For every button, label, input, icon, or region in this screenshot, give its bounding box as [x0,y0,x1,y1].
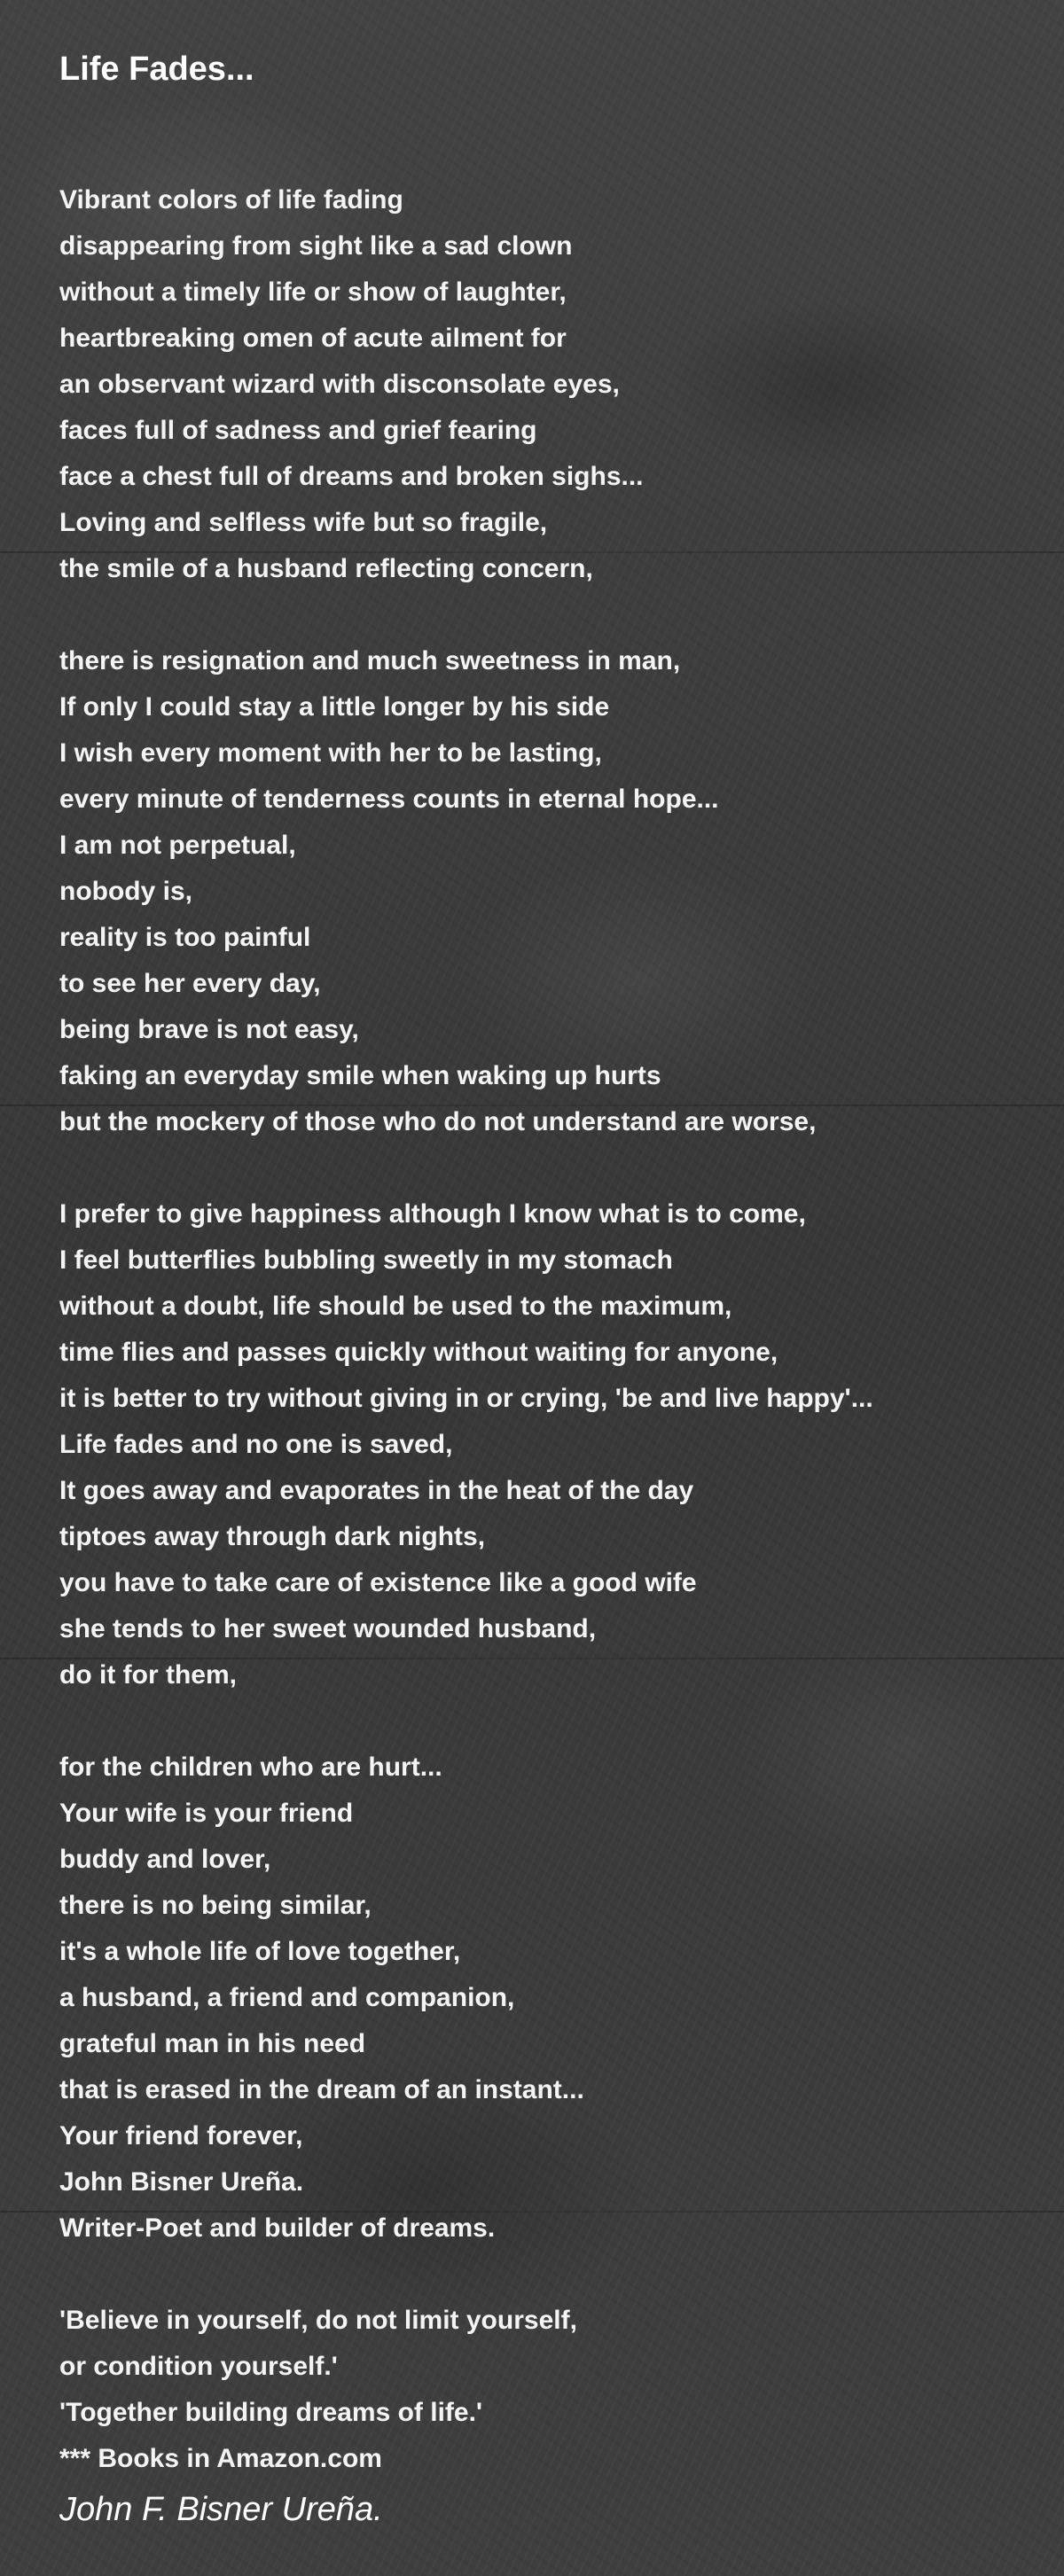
poem-content [59,44,1035,2482]
poem-line: Writer-Poet and builder of dreams. [59,2213,496,2243]
poem-line: it is better to try without giving in or crying, 'be and live happy'... [59,1384,873,1413]
poem-author: John F. Bisner Ureña. [59,2491,383,2528]
poem-line: you have to take care of existence like a good wife [59,1568,697,1597]
poem-line: If only I could stay a little longer by his side [59,692,610,722]
stanza-break [59,592,1035,638]
poem-line: buddy and lover, [59,1845,271,1874]
poem-line: Loving and selfless wife but so fragile, [59,508,548,537]
poem-title: Life Fades... [59,51,254,88]
poem-line: without a timely life or show of laughter, [59,277,567,307]
stanza-break [59,2252,1035,2298]
poem-line: Life fades and no one is saved, [59,1430,453,1459]
poem-line: grateful man in his need [59,2029,366,2058]
poem-line: to see her every day, [59,969,321,998]
poem-line: do it for them, [59,1660,237,1690]
poem-line: or condition yourself.' [59,2352,338,2381]
poem-line: I wish every moment with her to be lasting, [59,738,602,768]
poem-line: there is resignation and much sweetness in man, [59,646,681,675]
poem-line: without a doubt, life should be used to the maximum, [59,1292,732,1321]
poem-line: she tends to her sweet wounded husband, [59,1614,597,1643]
poem-line: heartbreaking omen of acute ailment for [59,324,567,353]
poem-line: I feel butterflies bubbling sweetly in my stomach [59,1245,673,1275]
poem-line: I prefer to give happiness although I know what is to come, [59,1199,806,1229]
poem-line: Your friend forever, [59,2121,303,2151]
poem-line: *** Books in Amazon.com [59,2444,382,2473]
poem-line: 'Believe in yourself, do not limit yourself, [59,2306,577,2335]
stanza-break [59,1698,1035,1745]
poem-line: nobody is, [59,877,192,906]
poem-line: face a chest full of dreams and broken sighs... [59,462,644,491]
poem-line: John Bisner Ureña. [59,2167,304,2197]
poem-line: I am not perpetual, [59,831,296,860]
poem-line: that is erased in the dream of an instant... [59,2075,584,2104]
poem-line: tiptoes away through dark nights, [59,1522,486,1551]
poem-line: Vibrant colors of life fading [59,185,403,215]
poem-line: It goes away and evaporates in the heat of the day [59,1476,694,1505]
poem-line: but the mockery of those who do not understand are worse, [59,1107,817,1136]
poem-line: reality is too painful [59,923,311,952]
poem-line: a husband, a friend and companion, [59,1983,515,2012]
poem-line: being brave is not easy, [59,1015,359,1044]
poem-line: it's a whole life of love together, [59,1937,461,1966]
poem-line: faking an everyday smile when waking up hurts [59,1061,661,1090]
poem-line: time flies and passes quickly without waiting for anyone, [59,1338,778,1367]
poem-line: there is no being similar, [59,1891,372,1920]
poem-line: disappearing from sight like a sad clown [59,231,573,261]
poem-line: 'Together building dreams of life.' [59,2398,483,2427]
poem-line: the smile of a husband reflecting concern, [59,554,593,583]
stanza-break [59,1145,1035,1191]
poem-body [59,177,1035,2482]
poem-line: every minute of tenderness counts in eternal hope... [59,785,719,814]
poem-line: for the children who are hurt... [59,1752,442,1782]
poem-line: faces full of sadness and grief fearing [59,416,537,445]
poem-line: Your wife is your friend [59,1799,354,1828]
poem-line: an observant wizard with disconsolate eyes, [59,370,620,399]
